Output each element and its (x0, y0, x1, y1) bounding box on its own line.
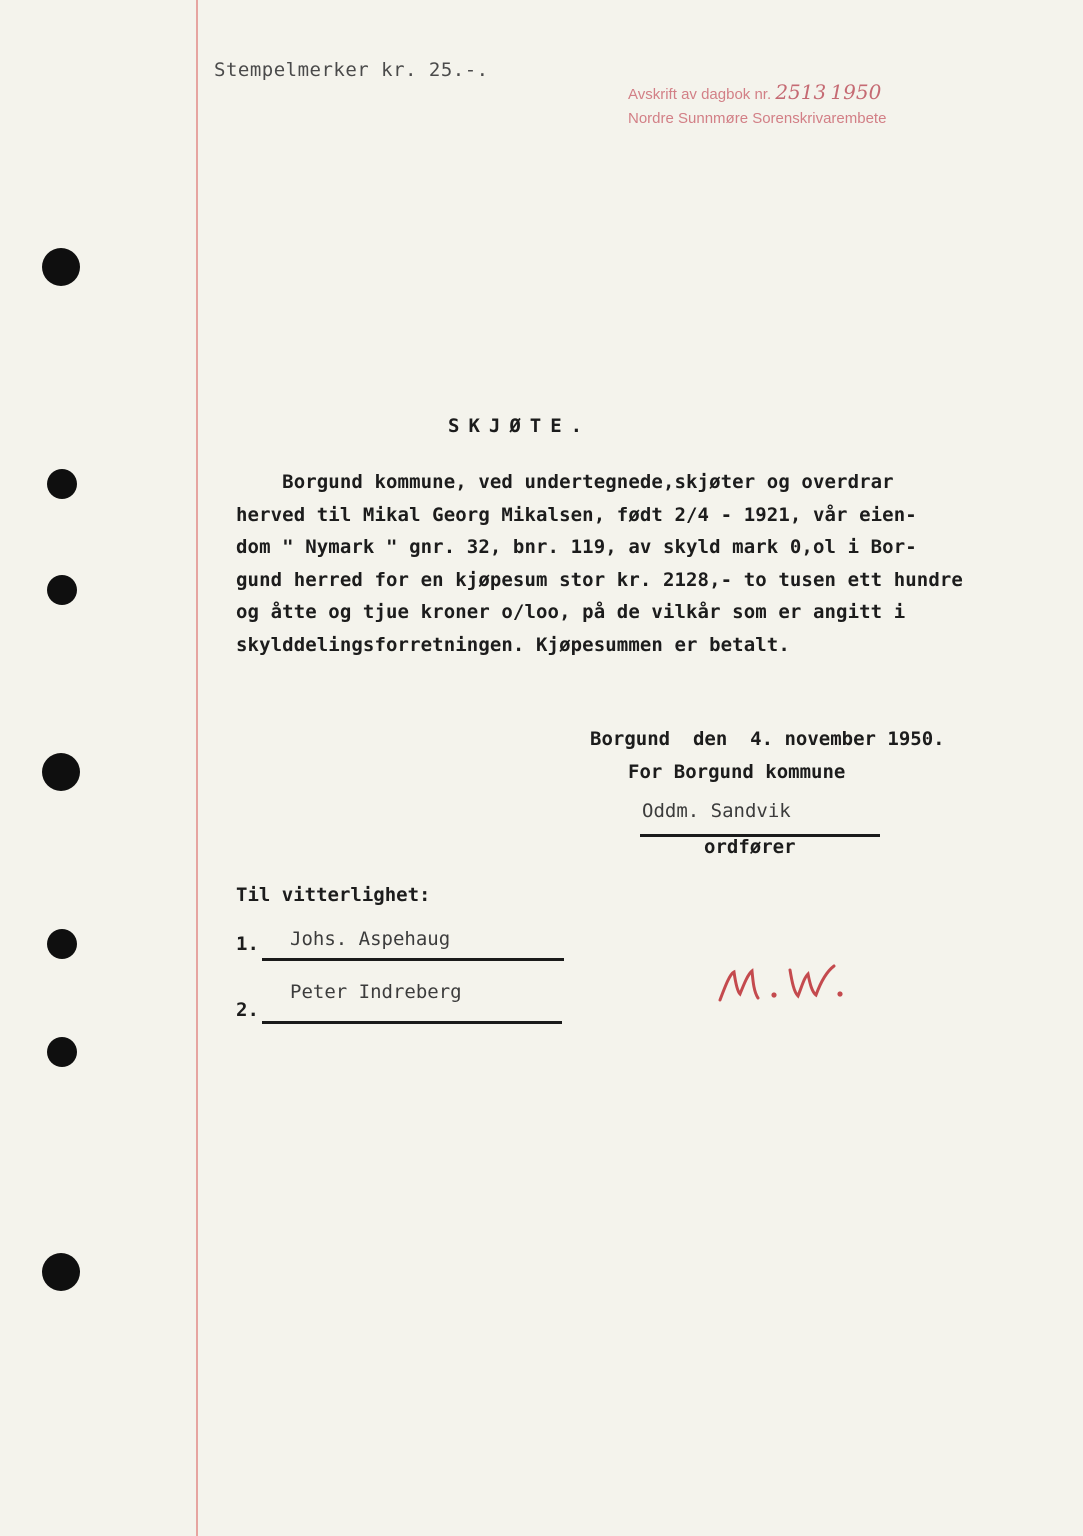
punch-hole (42, 1253, 80, 1291)
deed-body-line: gund herred for en kjøpesum stor kr. 2128,- to tusen ett hundre (236, 568, 963, 591)
punch-hole (42, 248, 80, 286)
witness-signature-line (262, 1021, 562, 1024)
witness-name: Johs. Aspehaug (290, 928, 451, 950)
place-and-date: Borgund den 4. november 1950. (590, 728, 945, 750)
registry-stamp-office: Nordre Sunnmøre Sorenskrivarembete (628, 110, 887, 127)
witness-number: 1. (236, 933, 259, 955)
punch-hole (47, 929, 77, 959)
registry-year: 1950 (830, 80, 882, 104)
deed-body-line: skylddelingsforretningen. Kjøpesummen er betalt. (236, 633, 790, 656)
witness-heading: Til vitterlighet: (236, 884, 431, 906)
margin-line (196, 0, 198, 1536)
punch-hole (42, 753, 80, 791)
deed-body-line: og åtte og tjue kroner o/loo, på de vilkår som er angitt i (236, 601, 906, 624)
punch-hole (47, 1037, 77, 1067)
registry-stamp-line1 (628, 80, 886, 104)
registry-stamp (628, 80, 886, 127)
registry-entry-number: 2513 (775, 80, 827, 104)
deed-body-line: herved til Mikal Georg Mikalsen, født 2/4 - 1921, vår eien- (236, 503, 917, 526)
punch-hole (47, 575, 77, 605)
punch-hole (47, 469, 77, 499)
signer-name: Oddm. Sandvik (642, 800, 791, 822)
deed-body-line: Borgund kommune, ved undertegnede,skjøter og overdrar (236, 471, 894, 493)
stamp-duty-note: Stempelmerker kr. 25.-. (214, 59, 489, 81)
deed-body-text (236, 466, 1066, 662)
signing-organization: For Borgund kommune (628, 761, 846, 783)
handwritten-initials (716, 962, 866, 1012)
witness-name: Peter Indreberg (290, 981, 462, 1003)
document-title: SKJØTE. (448, 415, 592, 437)
signer-title: ordfører (704, 836, 796, 858)
witness-number: 2. (236, 999, 259, 1021)
witness-signature-line (262, 958, 564, 961)
registry-stamp-prefix: Avskrift av dagbok nr. (628, 86, 772, 103)
deed-body-line: dom " Nymark " gnr. 32, bnr. 119, av skyld mark 0,ol i Bor- (236, 536, 917, 559)
